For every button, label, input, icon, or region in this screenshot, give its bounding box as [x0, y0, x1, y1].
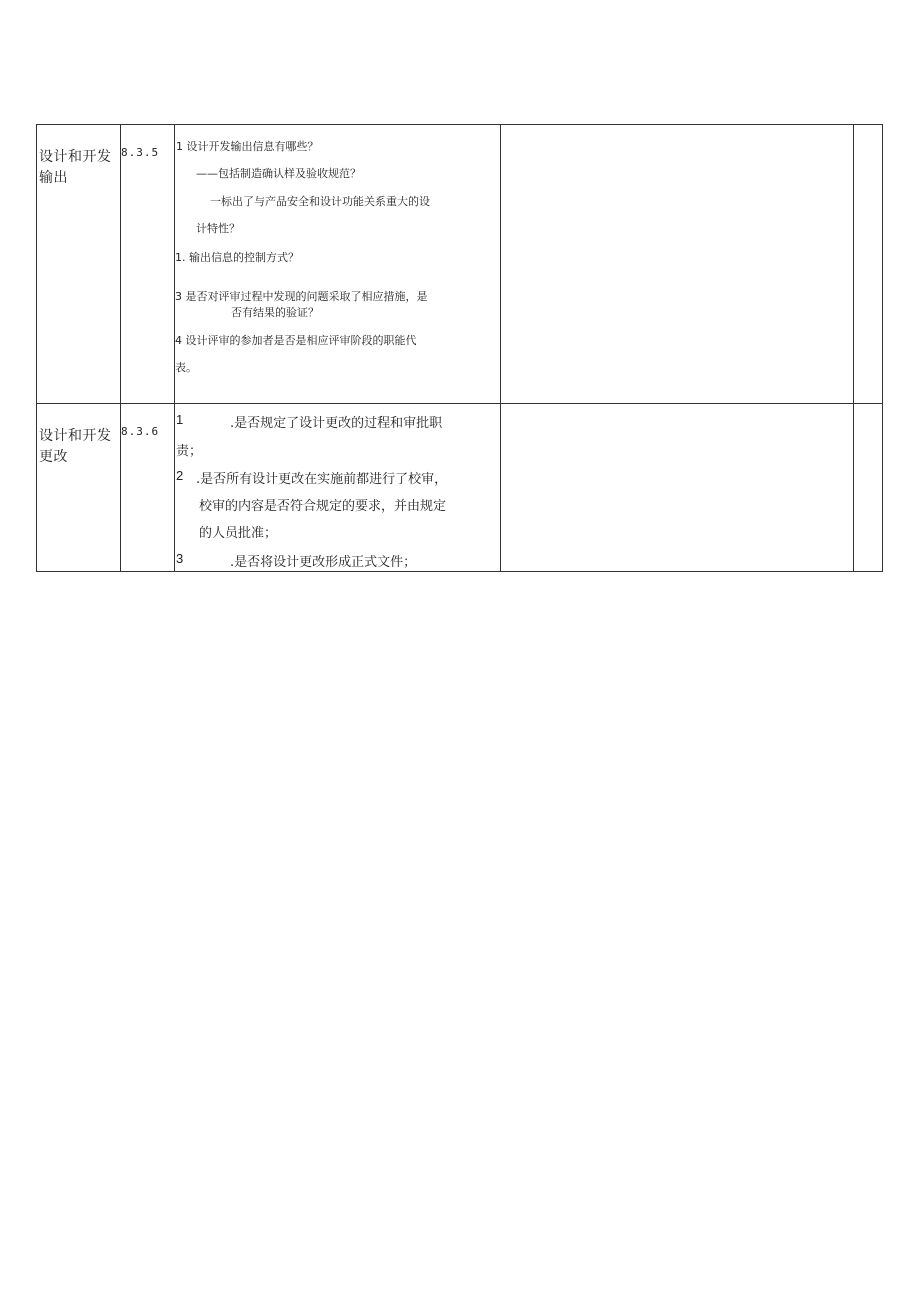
question-line: ——包括制造确认样及验收规范？: [196, 167, 361, 180]
item-cell: [37, 125, 121, 404]
question-line: 计特性？: [196, 222, 240, 235]
audit-checklist-table: [36, 124, 883, 572]
clause-number: 8.3.5: [121, 146, 160, 159]
question-number: 3: [176, 551, 184, 566]
question-line: .是否规定了设计更改的过程和审批职: [230, 416, 443, 431]
question-line: 的人员批准；: [199, 526, 278, 541]
question-number: 1: [176, 412, 184, 427]
clause-cell: [121, 404, 175, 572]
question-line: .是否将设计更改形成正式文件；: [230, 555, 417, 570]
question-line: 4 设计评审的参加者是否是相应评审阶段的职能代: [175, 334, 417, 347]
clause-number: 8.3.6: [121, 425, 160, 438]
table-row: [37, 125, 883, 404]
question-number: 2: [176, 468, 184, 483]
result-cell[interactable]: [501, 404, 854, 572]
item-name: 设计和开发输出: [39, 149, 112, 186]
question-cell: [175, 404, 501, 572]
question-line: 校审的内容是否符合规定的要求，并由规定: [199, 499, 447, 514]
question-cell: [175, 125, 501, 404]
item-cell: [37, 404, 121, 572]
question-line: 1 设计开发输出信息有哪些？: [176, 140, 319, 153]
clause-cell: [121, 125, 175, 404]
result-cell[interactable]: [501, 125, 854, 404]
table-row: [37, 404, 883, 572]
question-line: 否有结果的验证？: [231, 306, 319, 319]
question-line: 1. 输出信息的控制方式？: [175, 251, 299, 264]
question-line: 表。: [175, 361, 197, 374]
question-line: .是否所有设计更改在实施前都进行了校审，: [196, 472, 448, 487]
question-line: 责；: [176, 444, 203, 459]
item-name: 设计和开发更改: [39, 428, 112, 465]
mark-cell[interactable]: [854, 125, 883, 404]
question-line: 3 是否对评审过程中发现的问题采取了相应措施，是: [175, 290, 428, 303]
mark-cell[interactable]: [854, 404, 883, 572]
question-line: 一标出了与产品安全和设计功能关系重大的设: [210, 195, 430, 208]
